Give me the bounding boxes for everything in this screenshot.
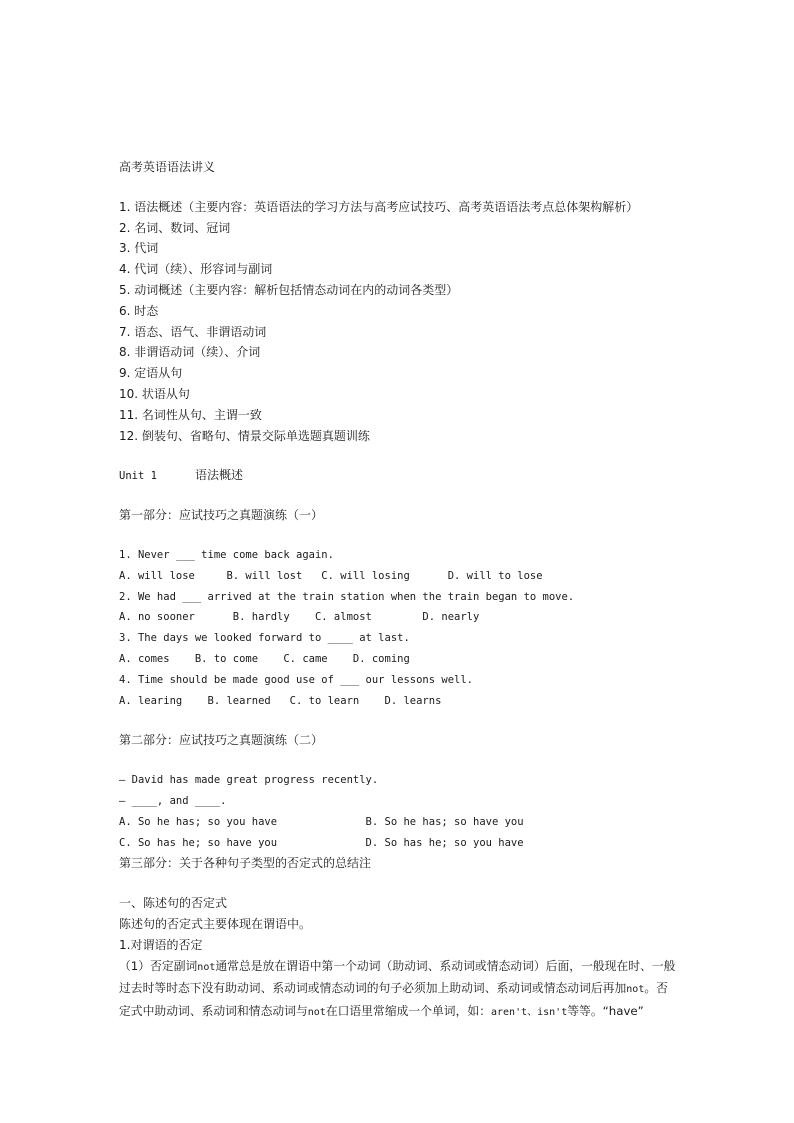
- section-heading: 一、陈述句的否定式: [119, 896, 228, 911]
- unit-title: 语法概述: [194, 468, 243, 483]
- options-line: A. no sooner B. hardly C. almost D. nearly: [119, 611, 480, 624]
- toc-item: 12. 倒装句、省略句、情景交际单选题真题训练: [119, 428, 370, 443]
- toc-item: 11. 名词性从句、主谓一致: [119, 407, 262, 422]
- question-line: 4. Time should be made good use of ___ our lessons well.: [119, 673, 474, 686]
- part2-questions: [119, 770, 679, 853]
- options-line: A. learing B. learned C. to learn D. learns: [119, 694, 442, 707]
- options-line: A. comes B. to come C. came D. coming: [119, 652, 410, 665]
- toc-item: 4. 代词（续）、形容词与副词: [119, 262, 273, 277]
- toc-item: 2. 名词、数词、冠词: [119, 220, 231, 235]
- question-line: 2. We had ___ arrived at the train station when the train began to move.: [119, 590, 575, 603]
- part3-heading: 第三部分：关于各种句子类型的否定式的总结注: [119, 856, 372, 871]
- options-line: A. will lose B. will lost C. will losing D. will to lose: [119, 569, 543, 582]
- part1-questions: [119, 545, 679, 711]
- toc-item: 8. 非谓语动词（续）、介词: [119, 345, 261, 360]
- toc-item: 3. 代词: [119, 241, 159, 256]
- toc-item: 10. 状语从句: [119, 386, 190, 401]
- toc-item: 1. 语法概述（主要内容：英语语法的学习方法与高考应试技巧、高考英语语法考点总体架构解析）: [119, 199, 639, 214]
- question-line: 1. Never ___ time come back again.: [119, 548, 334, 561]
- dialogue-line: — ____, and ____.: [119, 794, 227, 807]
- options-line: A. So he has; so you have B. So he has; so have you: [119, 815, 524, 828]
- options-line: C. So has he; so have you D. So has he; so you have: [119, 836, 524, 849]
- question-line: 3. The days we looked forward to ____ at last.: [119, 632, 410, 645]
- part2-heading: 第二部分：应试技巧之真题演练（二）: [119, 733, 324, 748]
- toc-item: 5. 动词概述（主要内容：解析包括情态动词在内的动词各类型）: [119, 282, 459, 297]
- section-intro: 陈述句的否定式主要体现在谓语中。: [119, 916, 312, 931]
- unit-label: Unit 1: [119, 470, 157, 483]
- document-title: 高考英语语法讲义: [119, 160, 216, 174]
- unit-heading: [119, 465, 679, 486]
- subsection-heading: 1.对谓语的否定: [119, 937, 203, 952]
- toc-item: 6. 时态: [119, 303, 159, 318]
- table-of-contents: [119, 197, 679, 447]
- body-paragraph: （1）否定副词not通常总是放在谓语中第一个动词（助动词、系动词或情态动词）后面，一般现在时、一般过去时等时态下没有助动词、系动词或情态动词的句子必须加上助动词、系动词或情态动词后再加not。否定式中助动词、系动词和情态动词与not在口语里常缩成一个单词，如：aren't、isn't等等。“have”: [119, 958, 676, 1019]
- toc-item: 7. 语态、语气、非谓语动词: [119, 324, 267, 339]
- dialogue-line: — David has made great progress recently.: [119, 774, 379, 787]
- document-content: [119, 157, 679, 1024]
- toc-item: 9. 定语从句: [119, 366, 183, 381]
- part1-heading: 第一部分：应试技巧之真题演练（一）: [119, 508, 324, 523]
